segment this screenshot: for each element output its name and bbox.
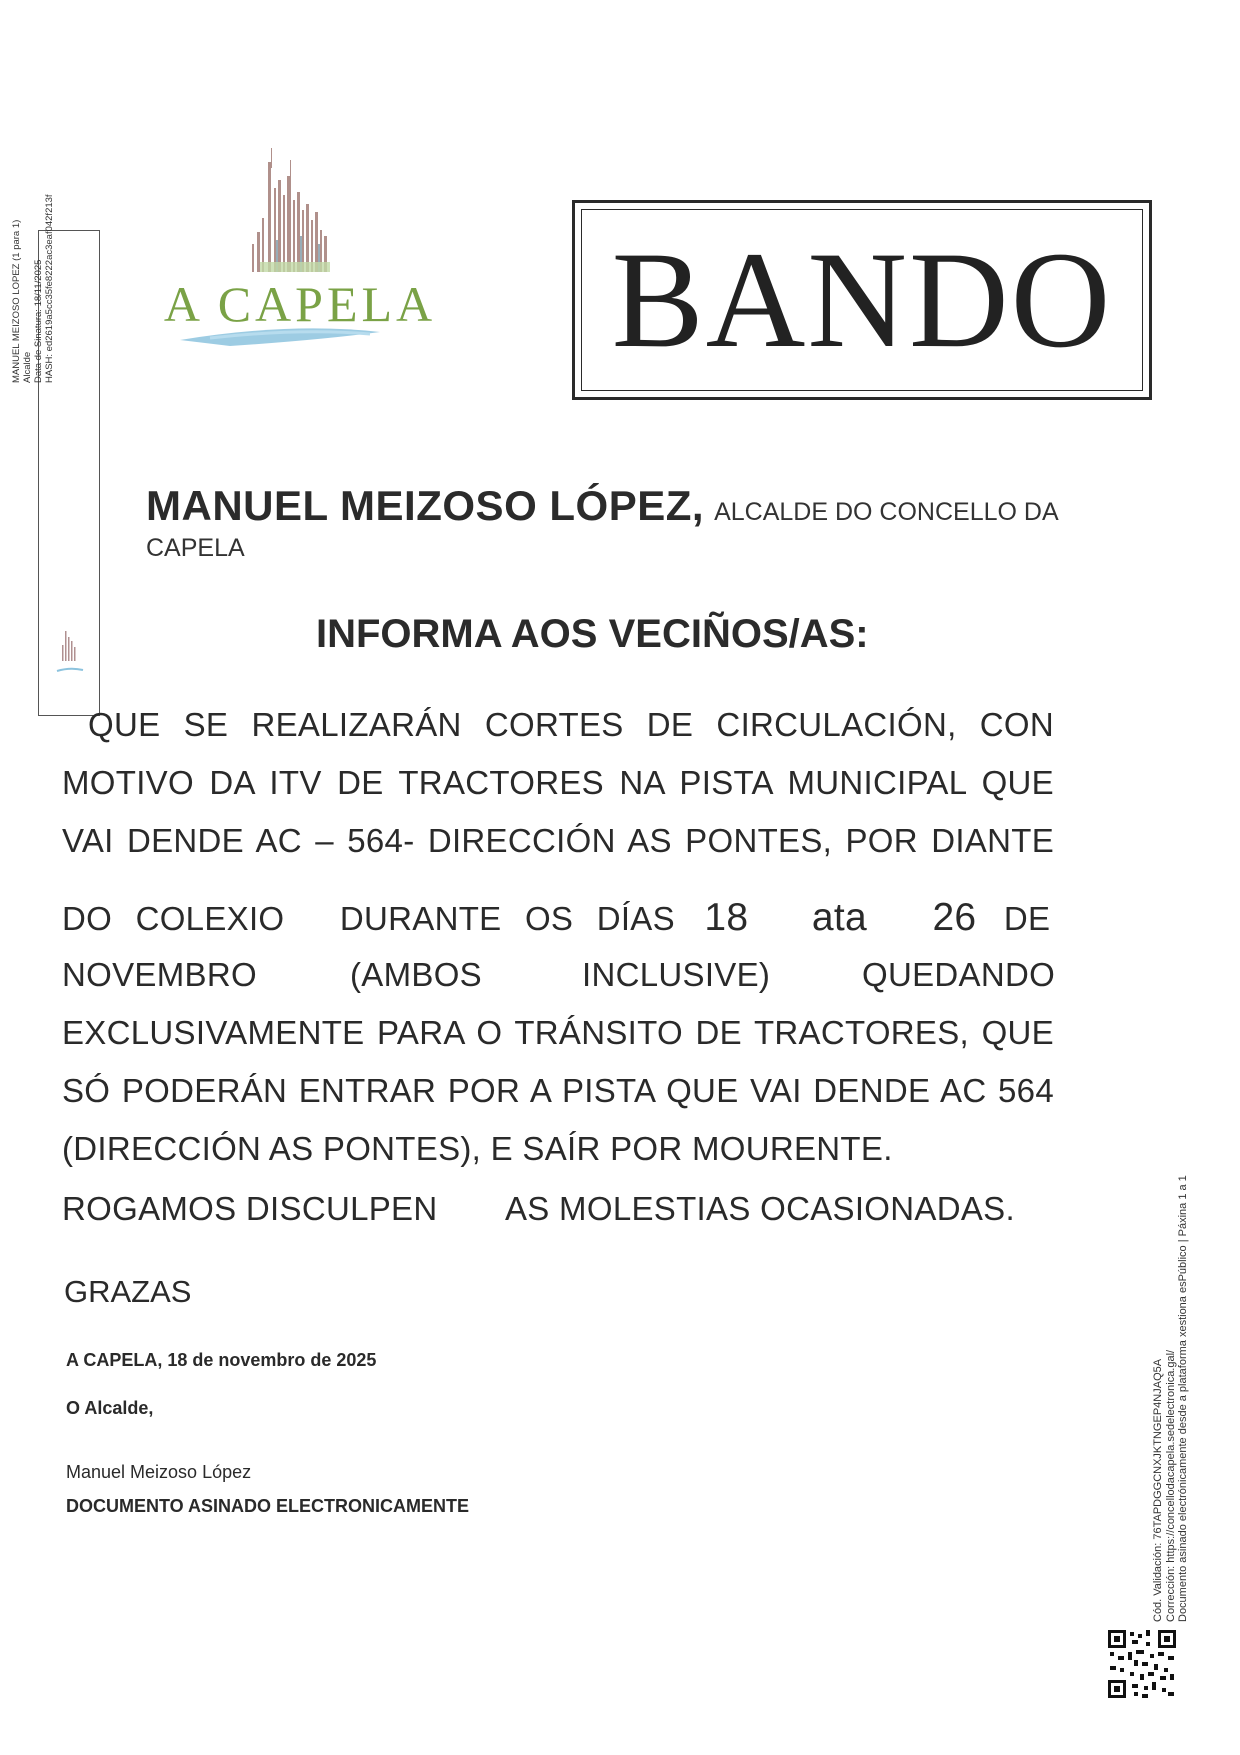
word-quedando: QUEDANDO [862,956,1056,993]
body-line-7: SÓ PODERÁN ENTRAR POR A PISTA QUE VAI DENDE AC 564 [62,1072,1054,1109]
body-line-3: VAI DENDE AC – 564- DIRECCIÓN AS PONTES, POR DIANTE [62,822,1054,859]
place-date: A CAPELA, 18 de novembro de 2025 [66,1350,377,1370]
word-ata: ata [811,896,867,939]
stamp-logo-icon [53,627,87,682]
capela-logo [140,140,460,360]
word-novembro: NOVEMBRO [62,956,257,993]
signer-role: O Alcalde, [66,1398,154,1418]
mayor-name: MANUEL MEIZOSO LÓPEZ, [146,482,705,529]
closing-text: GRAZAS [64,1274,192,1309]
body-line-6: EXCLUSIVAMENTE PARA O TRÁNSITO DE TRACTORES, QUE [62,1014,1054,1051]
word-ambos: (AMBOS [350,956,482,993]
body-line-1: QUE SE REALIZARÁN CORTES DE CIRCULACIÓN, CON [88,706,1054,743]
validation-platform: Documento asinado electrónicamente desde a plataforma xestiona esPúblico | Páxina 1 a 1 [1177,1175,1189,1622]
stamp-role: Alcalde [22,351,33,383]
page-title: BANDO [611,223,1113,376]
word-de: DE [1003,900,1051,937]
logo-wordmark: A CAPELA [163,276,437,332]
stamp-text [11,133,55,383]
body-line-4 [62,896,1050,940]
body-line-2: MOTIVO DA ITV DE TRACTORES NA PISTA MUNICIPAL QUE [62,764,1054,801]
validation-code: Cód. Validación: 76TAPDGGCNXJKTNGEP4NJAQ5A [1152,1358,1164,1622]
mayor-title: ALCALDE DO CONCELLO DA [714,498,1059,526]
word-inclusive: INCLUSIVE) [582,956,771,993]
stamp-signer: MANUEL MEIZOSO LOPEZ (1 para 1) [11,219,22,383]
body-line-9 [62,1190,1015,1228]
word-dias: DÍAS [596,900,675,937]
signer-name: Manuel Meizoso López [66,1462,252,1482]
word-os: OS [524,900,574,937]
word-colexio: COLEXIO [135,900,285,937]
validation-url: Corrección: https://concellodacapela.sedelectronica.gal/ [1164,1349,1177,1622]
mayor-title-continued: CAPELA [146,534,245,562]
body-line-8: (DIRECCIÓN AS PONTES), E SAÍR POR MOURENTE. [62,1130,893,1167]
word-durante: DURANTE [339,900,502,937]
rogamos-text: ROGAMOS DISCULPEN [62,1190,438,1227]
bando-title-box [572,200,1152,400]
validation-text [1152,1102,1190,1622]
mayor-heading [146,482,1086,566]
stamp-hash: HASH: ed2619a5cc35fe8222ac3eaf042f213f [44,194,55,383]
qr-code-icon[interactable] [1106,1628,1178,1700]
bando-inner-frame [581,209,1143,391]
date-start: 18 [704,896,749,939]
word-do: DO [62,900,113,937]
stamp-date: Data de Sinatura: 18/11/2025 [33,259,44,383]
date-end: 26 [932,896,977,939]
molestias-text: AS MOLESTIAS OCASIONADAS. [504,1190,1015,1227]
signed-note: DOCUMENTO ASINADO ELECTRONICAMENTE [66,1496,470,1516]
informa-heading: INFORMA AOS VECIÑOS/AS: [316,612,869,656]
